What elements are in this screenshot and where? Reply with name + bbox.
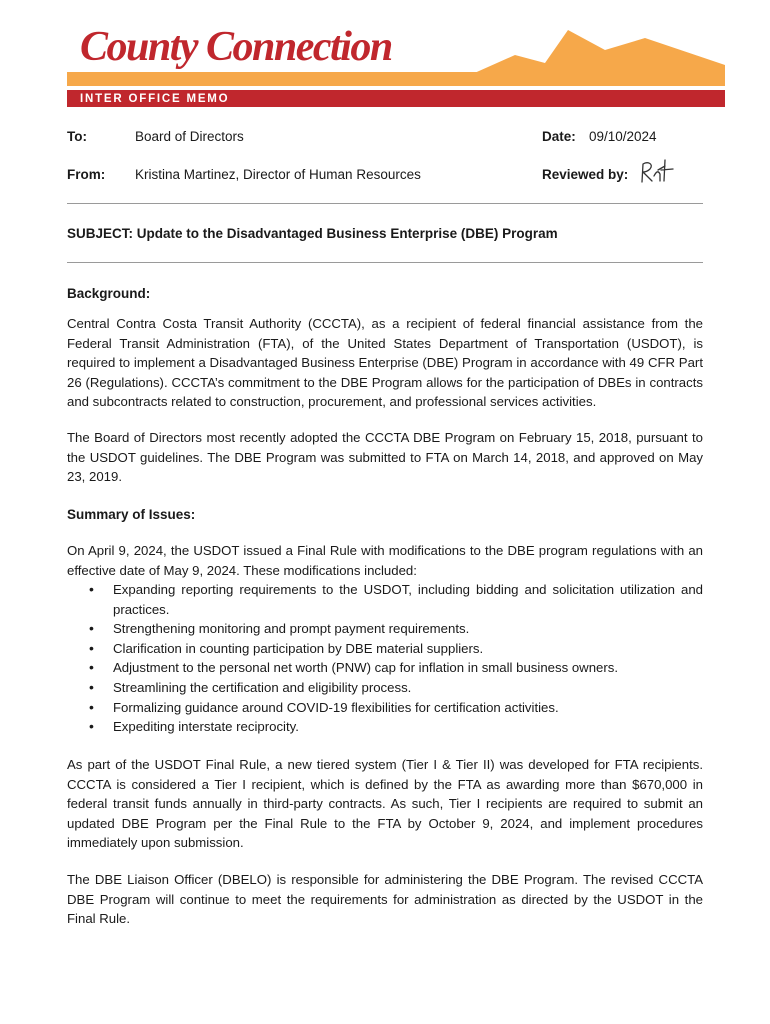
from-label: From: [67, 167, 106, 182]
reviewed-by-label: Reviewed by: [542, 167, 629, 182]
to-label: To: [67, 129, 87, 144]
date-value: 09/10/2024 [589, 129, 657, 144]
to-value: Board of Directors [135, 129, 244, 144]
reviewer-initials-signature [638, 158, 678, 188]
from-value: Kristina Martinez, Director of Human Resources [135, 167, 421, 182]
divider-top [67, 203, 703, 204]
memo-subject: SUBJECT: Update to the Disadvantaged Business Enterprise (DBE) Program [67, 226, 558, 241]
county-connection-logo: County Connection [80, 24, 392, 70]
modifications-list [67, 580, 703, 737]
header-orange-band [67, 72, 725, 86]
list-item: • Expediting interstate reciprocity. [67, 717, 703, 737]
background-paragraph-2: The Board of Directors most recently adopted the CCCTA DBE Program on February 15, 2018, pursuant to the USDOT guidelines. The DBE Program was submitted to FTA on March 14, 2018, and approved on May 23, 2019. [67, 430, 703, 485]
summary-paragraph-2: As part of the USDOT Final Rule, a new tiered system (Tier I & Tier II) was developed for FTA recipients. CCCTA is considered a Tier I recipient, which is defined by the FTA as awarding more than $670,000 in federal transit funds annually in third-party contracts. As such, Tier I recipients are required to submit an updated DBE Program per the Final Rule to the FTA by October 9, 2024, and implement procedures immediately upon submission. [67, 757, 703, 851]
list-item: • Expanding reporting requirements to the USDOT, including bidding and solicitation utilization and practices. [67, 580, 703, 619]
list-item: • Clarification in counting participation by DBE material suppliers. [67, 639, 703, 659]
divider-bottom [67, 262, 703, 263]
memo-type-label: INTER OFFICE MEMO [80, 93, 230, 105]
background-paragraph-1: Central Contra Costa Transit Authority (CCCTA), as a recipient of federal financial assistance from the Federal Transit Administration (FTA), of the United States Department of Transportation (USDOT), is required to implement a Disadvantaged Business Enterprise (DBE) Program in accordance with 49 CFR Part 26 (Regulations). CCCTA’s commitment to the DBE Program allows for the participation of DBEs in contracts and subcontracts related to construction, procurement, and professional services activities. [67, 316, 703, 410]
summary-paragraph-1: On April 9, 2024, the USDOT issued a Final Rule with modifications to the DBE program regulations with an effective date of May 9, 2024. These modifications included: [67, 543, 703, 578]
list-item: • Streamlining the certification and eligibility process. [67, 678, 703, 698]
list-item: • Adjustment to the personal net worth (PNW) cap for inflation in small business owners. [67, 658, 703, 678]
background-heading: Background: [67, 286, 151, 301]
date-label: Date: [542, 129, 576, 144]
summary-heading: Summary of Issues: [67, 507, 196, 522]
list-item: • Formalizing guidance around COVID-19 flexibilities for certification activities. [67, 698, 703, 718]
summary-paragraph-3: The DBE Liaison Officer (DBELO) is responsible for administering the DBE Program. The revised CCCTA DBE Program will continue to meet the requirements for administration as directed by the USDOT in the Final Rule. [67, 872, 703, 927]
list-item: • Strengthening monitoring and prompt payment requirements. [67, 619, 703, 639]
